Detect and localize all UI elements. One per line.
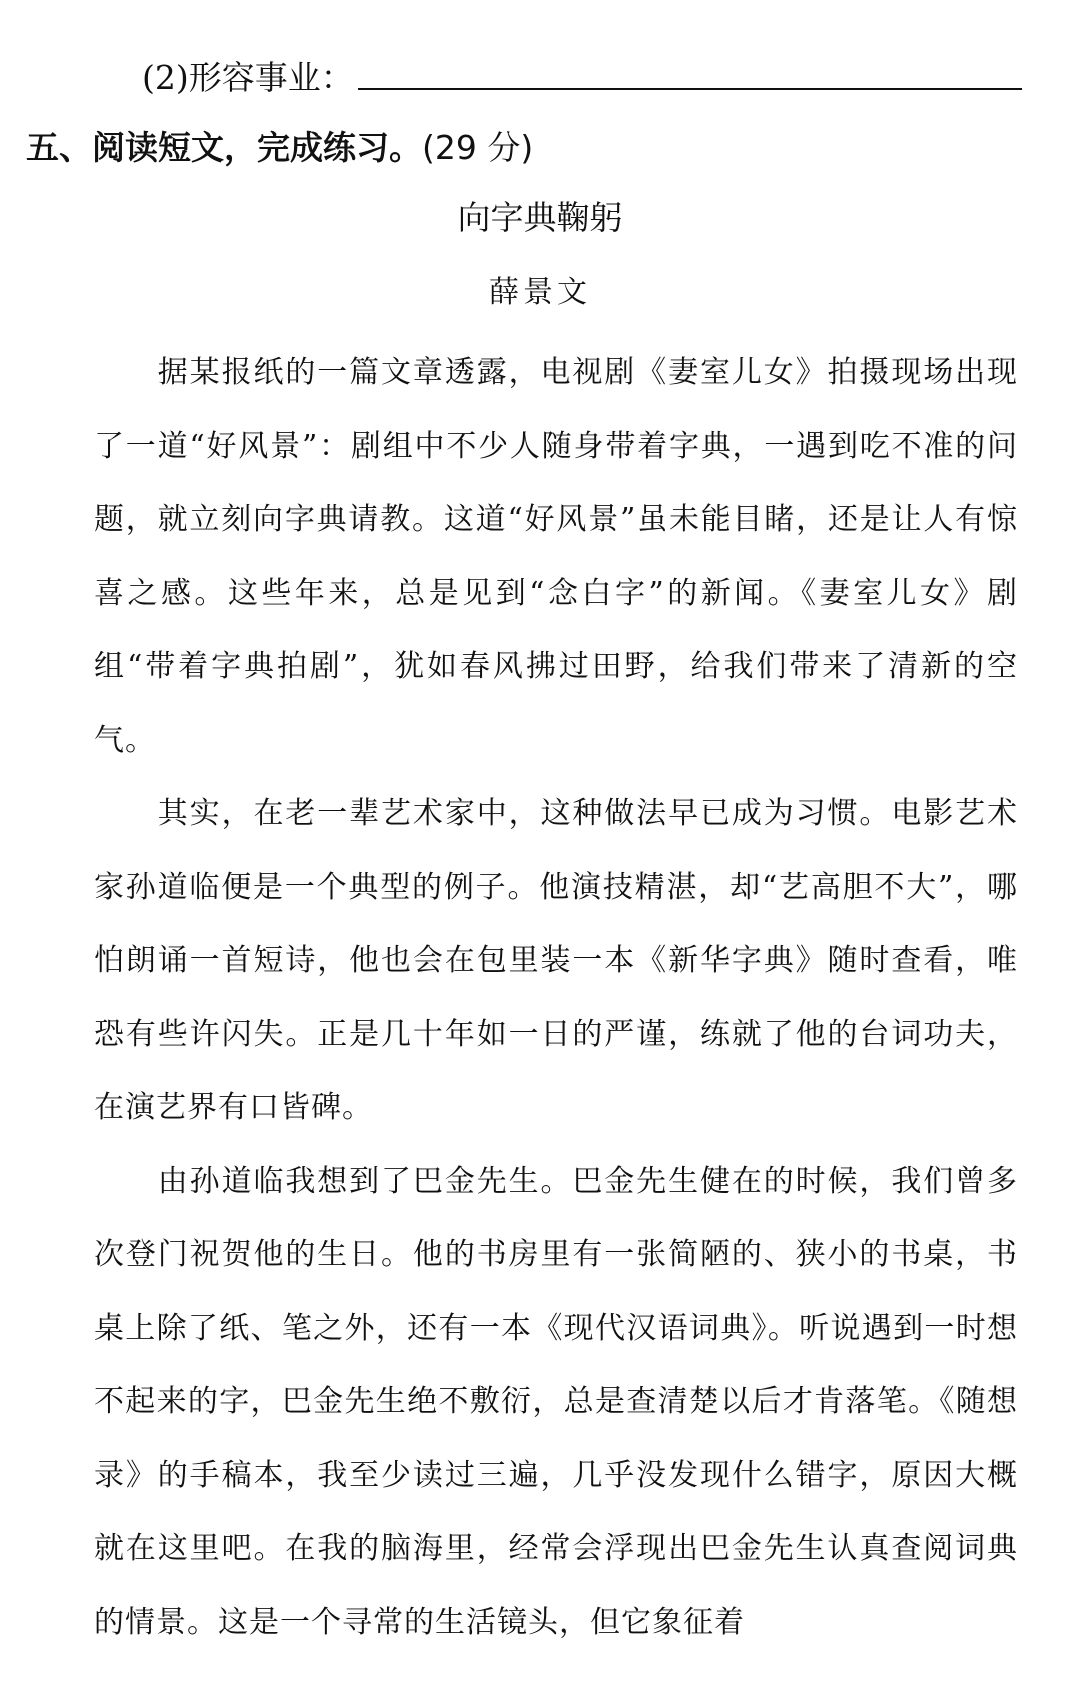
section-heading-text: 五、阅读短文，完成练习。 (26, 128, 422, 167)
section-score: (29 分) (422, 128, 534, 167)
article-author: 薛景文 (489, 275, 591, 310)
article-body (94, 336, 1018, 1659)
paragraph-3: 由孙道临我想到了巴金先生。巴金先生健在的时候，我们曾多次登门祝贺他的生日。他的书房里有一张简陋的、狭小的书桌，书桌上除了纸、笔之外，还有一本《现代汉语词典》。听说遇到一时想不起来的字，巴金先生绝不敷衍，总是查清楚以后才肯落笔。《随想录》的手稿本，我至少读过三遍，几乎没发现什么错字，原因大概就在这里吧。在我的脑海里，经常会浮现出巴金先生认真查阅词典的情景。这是一个寻常的生活镜头，但它象征着 (94, 1163, 1018, 1640)
paragraph-1: 据某报纸的一篇文章透露，电视剧《妻室儿女》拍摄现场出现了一道“好风景”：剧组中不少人随身带着字典，一遇到吃不准的问题，就立刻向字典请教。这道“好风景”虽未能目睹，还是让人有惊喜之感。这些年来，总是见到“念白字”的新闻。《妻室儿女》剧组“带着字典拍剧”，犹如春风拂过田野，给我们带来了清新的空气。 (94, 355, 1018, 758)
fill-in-label: (2)形容事业： (142, 58, 354, 97)
answer-blank-line[interactable] (358, 87, 1022, 90)
section-five-heading (26, 118, 533, 178)
article-title: 向字典鞠躬 (457, 198, 623, 237)
paragraph-2: 其实，在老一辈艺术家中，这种做法早已成为习惯。电影艺术家孙道临便是一个典型的例子。他演技精湛，却“艺高胆不大”，哪怕朗诵一首短诗，他也会在包里装一本《新华字典》随时查看，唯恐有些许闪失。正是几十年如一日的严谨，练就了他的台词功夫，在演艺界有口皆碑。 (94, 796, 1018, 1125)
fill-in-item-2 (142, 42, 1022, 98)
